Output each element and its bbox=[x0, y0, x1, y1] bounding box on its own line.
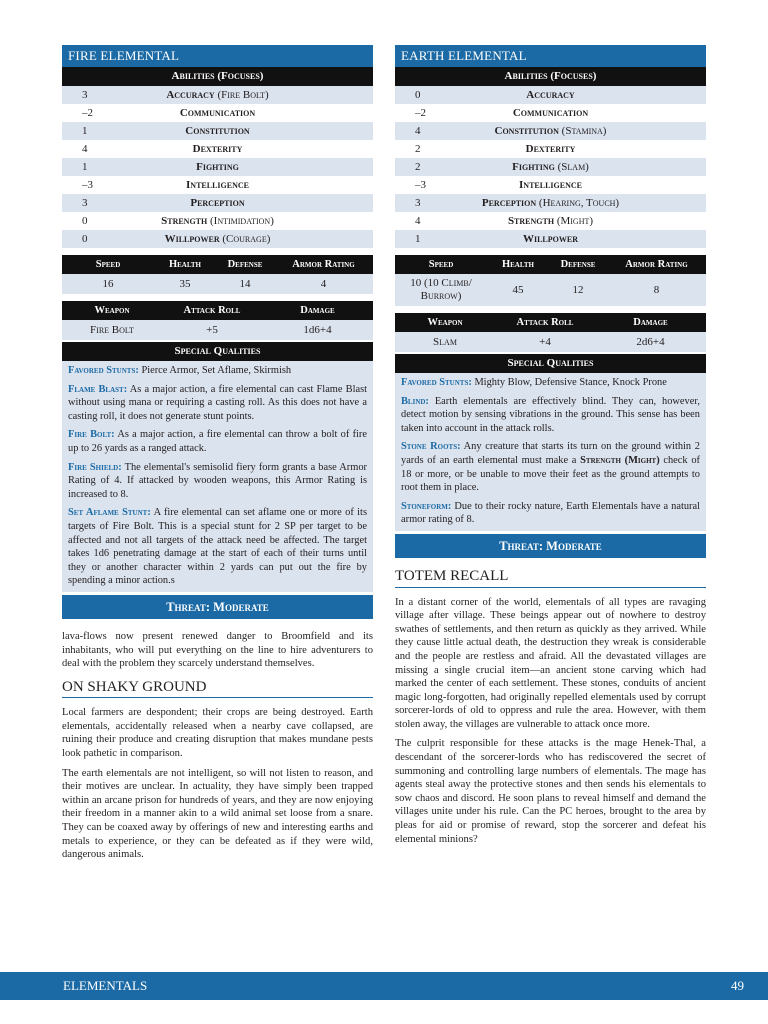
paragraph: The culprit responsible for these attacks is the mage Henek-Thal, a descendant of the sorcerer-lords who has rediscovered the secret of summoning and controlling large numbers of elementals. The mage has agents steal away the protective stones and then sends his elementals to sow chaos and discord. He soon plans to reveal himself and demand the villages unite under his rule. Can the PC heroes, brought to the area by pleas for aid or promise of reward, stop the sorcerer and defeat his elemental minions? bbox=[395, 738, 706, 845]
ability-name: Strength (Might) bbox=[507, 215, 594, 227]
right-body-text bbox=[395, 567, 706, 846]
fire-special-qualities-header: Special Qualities bbox=[62, 342, 373, 361]
fire-threat-banner: Threat: Moderate bbox=[62, 595, 373, 619]
section-heading-on-shaky-ground: ON SHAKY GROUND bbox=[62, 681, 373, 699]
ability-name: Communication bbox=[512, 107, 589, 119]
earth-ability-row bbox=[395, 194, 706, 212]
earth-abilities-table bbox=[395, 86, 706, 248]
ability-name: Perception bbox=[190, 197, 245, 209]
ability-name: Strength (Intimidation) bbox=[161, 215, 274, 227]
ability-value: –3 bbox=[415, 179, 426, 191]
earth-weapon-header: Weapon Attack Roll Damage bbox=[395, 313, 706, 332]
earth-ability-row bbox=[395, 140, 706, 158]
left-column bbox=[62, 45, 373, 868]
ability-value: 1 bbox=[82, 125, 88, 137]
paragraph: In a distant corner of the world, elementals of all types are ravaging village after village. These beings appear out of nowhere to destroy swathes of settlements, and then return as quickly as they arrived. While they cause little actual death, the destruction they wreak is considerable and the people are restless and afraid. All the devastated villages are missing a single crucial item—an ancient stone carving which had marked the center of each settlement. These stones, conduits of ancient magic long-forgotten, had originally repelled elementals used by corrupt sorcerer-lords of old to oppress and rule the area. However, with them stolen away, the villages are vulnerable to attack once more. bbox=[395, 596, 706, 730]
fire-ability-row bbox=[62, 158, 373, 176]
earth-elemental-title: EARTH ELEMENTAL bbox=[395, 45, 706, 67]
page-number: 49 bbox=[731, 978, 744, 993]
earth-stats-header: Speed Health Defense Armor Rating bbox=[395, 255, 706, 274]
earth-abilities-header: Abilities (Focuses) bbox=[395, 67, 706, 86]
fire-ability-row bbox=[62, 140, 373, 158]
ability-value: 0 bbox=[415, 89, 421, 101]
fire-stats-header: Speed Health Defense Armor Rating bbox=[62, 255, 373, 274]
ability-name: Dexterity bbox=[192, 143, 243, 155]
paragraph: The earth elementals are not intelligent, so will not listen to reason, and their motives are unclear. In actuality, they have simply been trapped within an arcane prison for hundreds of years, and they are now enjoying their freedom in a manner akin to a wild animal set loose from a snare. They can be coaxed away by offerings of new and interesting earths and metals to experience, or they can be defeated as if they were wild, dangerous animals. bbox=[62, 767, 373, 861]
ability-name: Willpower bbox=[522, 233, 578, 245]
earth-ability-row bbox=[395, 86, 706, 104]
left-body-text bbox=[62, 630, 373, 862]
ability-value: 1 bbox=[415, 233, 421, 245]
ability-name: Willpower (Courage) bbox=[164, 233, 271, 245]
earth-stats-row: 10 (10 Climb/ Burrow) 45 12 8 bbox=[395, 274, 706, 306]
ability-value: –3 bbox=[82, 179, 93, 191]
ability-name: Communication bbox=[179, 107, 256, 119]
ability-name: Constitution bbox=[185, 125, 250, 137]
earth-ability-row bbox=[395, 104, 706, 122]
ability-value: 1 bbox=[82, 161, 88, 173]
earth-ability-row bbox=[395, 158, 706, 176]
footer-chapter-title: ELEMENTALS bbox=[63, 978, 148, 993]
fire-ability-row bbox=[62, 230, 373, 248]
fire-abilities-header: Abilities (Focuses) bbox=[62, 67, 373, 86]
fire-ability-row bbox=[62, 212, 373, 230]
ability-value: 4 bbox=[415, 215, 421, 227]
ability-value: 4 bbox=[82, 143, 88, 155]
fire-ability-row bbox=[62, 194, 373, 212]
ability-name: Perception (Hearing, Touch) bbox=[481, 197, 620, 209]
fire-abilities-table bbox=[62, 86, 373, 248]
paragraph: Local farmers are despondent; their crops are being destroyed. Earth elementals, accidentally released when a nearby cave collapsed, are ruining their produce and creating disruption that makes mundane pests look pathetic in comparison. bbox=[62, 707, 373, 760]
fire-ability-row bbox=[62, 122, 373, 140]
ability-value: 0 bbox=[82, 233, 88, 245]
earth-ability-row bbox=[395, 230, 706, 248]
earth-ability-row bbox=[395, 122, 706, 140]
earth-ability-row bbox=[395, 212, 706, 230]
ability-name: Intelligence bbox=[519, 179, 582, 191]
ability-value: 4 bbox=[415, 125, 421, 137]
fire-ability-row bbox=[62, 176, 373, 194]
fire-ability-row bbox=[62, 86, 373, 104]
ability-name: Constitution (Stamina) bbox=[494, 125, 607, 137]
ability-name: Dexterity bbox=[525, 143, 576, 155]
ability-value: 2 bbox=[415, 143, 421, 155]
fire-elemental-title: FIRE ELEMENTAL bbox=[62, 45, 373, 67]
ability-value: 2 bbox=[415, 161, 421, 173]
fire-weapon-header: Weapon Attack Roll Damage bbox=[62, 301, 373, 320]
ability-name: Fighting (Slam) bbox=[512, 161, 589, 173]
ability-value: 0 bbox=[82, 215, 88, 227]
right-column bbox=[395, 45, 706, 852]
ability-value: –2 bbox=[415, 107, 426, 119]
earth-threat-banner: Threat: Moderate bbox=[395, 534, 706, 558]
fire-stats-row: 16 35 14 4 bbox=[62, 274, 373, 294]
ability-name: Fighting bbox=[196, 161, 239, 173]
ability-name: Accuracy (Fire Bolt) bbox=[166, 89, 269, 101]
earth-special-qualities-header: Special Qualities bbox=[395, 354, 706, 373]
fire-weapon-row: Fire Bolt +5 1d6+4 bbox=[62, 320, 373, 340]
fire-ability-row bbox=[62, 104, 373, 122]
ability-value: 3 bbox=[82, 197, 88, 209]
ability-value: 3 bbox=[82, 89, 88, 101]
page-footer bbox=[0, 972, 768, 1000]
ability-value: 3 bbox=[415, 197, 421, 209]
earth-ability-row bbox=[395, 176, 706, 194]
ability-value: –2 bbox=[82, 107, 93, 119]
ability-name: Intelligence bbox=[186, 179, 249, 191]
section-heading-totem-recall: TOTEM RECALL bbox=[395, 570, 706, 588]
ability-name: Accuracy bbox=[526, 89, 575, 101]
earth-special-qualities: Favored Stunts: Mighty Blow, Defensive Stance, Knock Prone Blind: Earth elementals are effectively blind. They can, however, detect motion by sensing vibrations in the ground. This sense has been taken into account in the attack rolls. Stone Roots: Any creature that starts its turn on the ground within 2 yards of an earth elemental must make a Strength (Might) check of 18 or more, or be unable to move their feet as the ground attempts to root them in place. Stoneform: Due to their rocky nature, Earth Elementals have a natural armor rating of 8. bbox=[395, 373, 706, 531]
paragraph: lava-flows now present renewed danger to Broomfield and its inhabitants, who will put everything on the line to hire adventurers to deal with the problem they scarcely understand themselves. bbox=[62, 630, 373, 670]
fire-special-qualities: Favored Stunts: Pierce Armor, Set Aflame, Skirmish Flame Blast: As a major action, a fire elemental can cast Flame Blast without using mana or requiring a casting roll. As this does not have a casting roll, it does not generate stunt points. Fire Bolt: As a major action, a fire elemental can throw a bolt of fire up to 26 yards as a ranged attack. Fire Shield: The elemental's semisolid fiery form grants a base Armor Rating of 4. If attacked by wooden weapons, this Armor Rating is increased to 8. Set Aflame Stunt: A fire elemental can set aflame one or more of its targets of Fire Bolt. This is a special stunt for 2 SP per target to be affected and not all targets of the attack need be affected. The target takes 1d6 penetrating damage at the start of each of their turns until they or another character within 2 yards can put out the fire by spending a minor action.s bbox=[62, 361, 373, 592]
earth-weapon-row: Slam +4 2d6+4 bbox=[395, 332, 706, 352]
